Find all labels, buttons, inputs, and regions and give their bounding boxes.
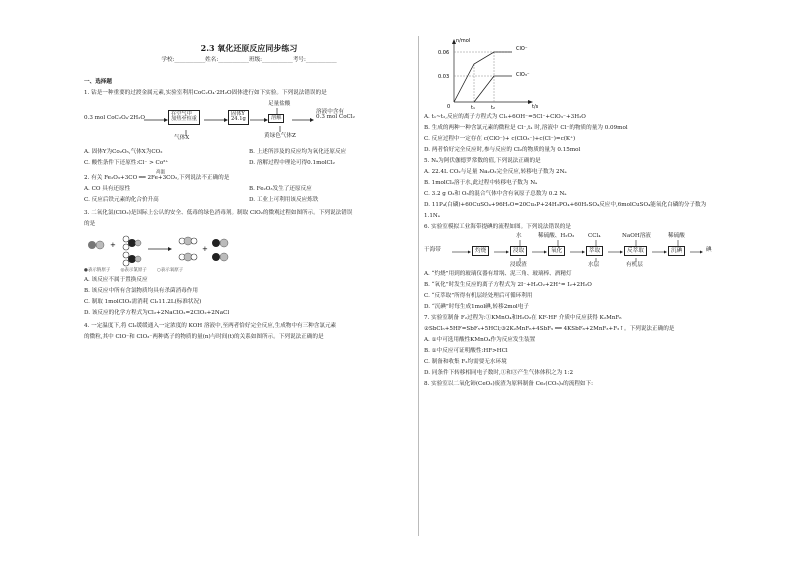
q8-stem: 8. 实验室以二氧化铈(CeO₂)废渣为原料制备 Ce₂(CO₃)₃的流程如下: — [424, 381, 593, 388]
q7-stem-line1: 7. 实验室制备 F₂过程为:①KMnO₄和H₂O₂在 KF-HF 介质中反应获得 K₂MnF₆ — [424, 315, 622, 322]
q1-option-d[interactable]: D. 溶解过程中理论可得0.1molCl₂ — [249, 160, 335, 167]
q1-solution: 溶液中含有 0.3 mol CoCl₂ — [316, 108, 355, 121]
q7-option-d[interactable]: D. 同条件下转移相同电子数时,①和③产生气体体积之为 1:2 — [424, 370, 574, 377]
legend-chlorine: ◎表示氯原子 — [120, 268, 147, 274]
q2-option-b[interactable]: B. Fe₂O₃发生了还原反应 — [249, 186, 312, 193]
graph-t2: t₂ — [491, 105, 495, 110]
q3-stem-line1: 3. 二氧化氯(ClO₂)是国际上公认的安全、低毒的绿色消毒剂。制取 ClO₂的微观过程如图所示。下列说法错误 — [84, 210, 353, 217]
q6-option-a[interactable]: A. “灼烧”用到的玻璃仪器有坩埚、泥三角、玻璃棒、酒精灯 — [424, 271, 572, 278]
q4-option-a[interactable]: A. t₁~t₂,反应的离子方程式为 Cl₂+6OH⁻=5Cl⁻+ClO₃⁻+3H₂O — [424, 114, 586, 121]
q6-top-acid: 稀硫酸 — [668, 232, 685, 239]
q5-option-a[interactable]: A. 22.4L CO₂与足量 Na₂O₂完全反应,转移电子数为 2Nₐ — [424, 169, 567, 176]
q6-flow-diagram — [424, 234, 754, 270]
q4-option-d[interactable]: D. 两者恰好完全反应时,参与反应的 Cl₂的物质的量为 0.15mol — [424, 147, 581, 154]
q1-box-heat: 在空气中 加热至恒重 — [168, 110, 200, 125]
right-column — [424, 36, 754, 391]
q4-stem-line1: 4. 一定温度下,将 Cl₂缓缓通入一定浓度的 KOH 溶液中,至两者恰好完全反应,生成物中有三种含氯元素 — [84, 323, 337, 330]
q3-option-b[interactable]: B. 该反应中所有含氯物质均具有杀菌消毒作用 — [84, 288, 198, 295]
graph-t1: t₁ — [471, 105, 475, 110]
q2-stem — [84, 169, 414, 185]
page-title: 2.3 氧化还原反应同步练习 — [200, 43, 298, 53]
graph-origin: 0 — [447, 104, 451, 110]
q7-option-c[interactable]: C. 制备和收集 F₂均需要无水环境 — [424, 359, 507, 366]
q3-molecule-diagram — [84, 233, 284, 267]
clo-series-line — [454, 52, 512, 102]
q1-flow-diagram — [84, 100, 414, 144]
q6-option-d[interactable]: D. “沉碘”时每生成1mol碘,转移2mol电子 — [424, 304, 529, 311]
q1-flow-start: 0.3 mol CoC₂O₄·2H₂O — [84, 114, 145, 121]
q3-option-c[interactable]: C. 制取 1molClO₂需消耗 Cl₂11.2L(标准状况) — [84, 299, 202, 306]
q2-option-c[interactable]: C. 反应后铁元素的化合价升高 — [84, 197, 159, 204]
q4-option-c[interactable]: C. 反应过程中一定存在 c(ClO⁻)+ c(ClO₃⁻)+c(Cl⁻)=c(K⁺) — [424, 136, 576, 143]
q6-step-oxidize: 氧化 — [548, 246, 565, 256]
clo3-series-line — [474, 76, 512, 102]
graph-series1-label: ClO⁻ — [516, 46, 528, 52]
q4-option-b[interactable]: B. 生成的两种一种含氯元素的微粒是 Cl⁻,t₁ 时,溶液中 Cl⁻的物质的量为 0.09mol — [424, 125, 628, 132]
svg-text:+: + — [202, 244, 208, 253]
q6-bottom-water-layer: 水层 — [588, 261, 600, 268]
q5-stem: 5. Nₐ为阿伏伽德罗常数的值,下列说法正确的是 — [424, 158, 541, 165]
q6-step-precipitate: 沉碘 — [668, 246, 685, 256]
q6-step-extract: 萃取 — [586, 246, 603, 256]
svg-text:+: + — [110, 240, 116, 249]
q2-stem-text: 2. 有关 Fe₂O₃+3CO ══ 2Fe+3CO₂,下列说法不正确的是 — [84, 175, 230, 182]
q1-gas-x: 气体X — [174, 134, 190, 141]
q5-option-d-line1[interactable]: D. 11P₄(白磷)+60CuSO₄+96H₂O=20Cu₃P+24H₃PO₄+60H₂SO₄反应中,6molCuSO₄能氧化白磷的分子数为 — [424, 202, 707, 209]
q7-stem-line2: ②SbCl₅+5HF=SbF₅+5HCl;③2K₂MnF₆+4SbF₅ ══ 4KSbF₆+2MnF₃+F₂↑。下列说法正确的是 — [424, 326, 675, 333]
section-heading: 一、选择题 — [84, 79, 112, 86]
q6-step-back-extract: 反萃取 — [624, 246, 647, 256]
q5-option-c[interactable]: C. 3.2 g O₂和 O₃的混合气体中含有氧原子总数为 0.2 Nₐ — [424, 191, 567, 198]
graph-y1: 0.06 — [438, 50, 450, 56]
q6-step-burn: 灼烧 — [472, 246, 489, 256]
q5-option-b[interactable]: B. 1molCl₂溶于水,此过程中转移电子数为 Nₐ — [424, 180, 538, 187]
graph-xlabel: t/s — [532, 104, 539, 110]
q1-acid: 足量盐酸 — [268, 100, 291, 107]
q2-option-a[interactable]: A. CO 具有还原性 — [84, 186, 131, 193]
q1-stem: 1. 钴是一种重要的过渡金属元素,实验室利用CoC₂O₄·2H₂O固体进行如下实验。下列说法错误的是 — [84, 90, 327, 97]
q7-option-b[interactable]: B. ①中反应可证明酸性:HF>HCl — [424, 348, 508, 355]
q2-option-d[interactable]: D. 工业上可利用该反应炼铁 — [249, 197, 319, 204]
q4-graph — [434, 36, 574, 110]
q4-stem-line2: 的微粒,其中 ClO⁻和 ClO₃⁻两种离子的物质的量(n)与时间(t)的关系如图所示。下列说法正确的是 — [84, 334, 324, 341]
q1-box-solid: 固体Y 24.1g — [228, 110, 249, 125]
q2-condition: 高温 — [156, 169, 165, 175]
q6-bottom-residue: 浸取渣 — [510, 261, 527, 268]
q1-option-b[interactable]: B. 上述所涉及的反应均为氧化还原反应 — [249, 149, 347, 156]
q3-option-a[interactable]: A. 该反应不属于置换反应 — [84, 277, 148, 284]
legend-oxygen: ○表示氧原子 — [156, 268, 184, 274]
graph-ylabel: n/mol — [456, 38, 471, 44]
legend-sodium: ●表示钠原子 — [84, 268, 111, 274]
q3-option-d[interactable]: D. 该反应的化学方程式为Cl₂+2NaClO₂=2ClO₂+2NaCl — [84, 310, 230, 317]
q7-option-a[interactable]: A. ①中可选用酸性KMnO₄作为反应发生装置 — [424, 337, 536, 344]
q1-option-c[interactable]: C. 酸性条件下还原性:Cl⁻ > Co²⁺ — [84, 160, 169, 167]
q6-stem: 6. 实验室模拟工业海带提碘的流程如图。下列说法错误的是 — [424, 224, 571, 231]
graph-y2: 0.03 — [438, 74, 450, 80]
q6-top-water: 水 — [516, 232, 522, 239]
q5-option-d-line2[interactable]: 1.1Nₐ — [424, 213, 440, 220]
q1-box-dissolve: 溶解 — [268, 114, 284, 124]
q6-top-ccl4: CCl₄ — [588, 232, 601, 239]
graph-series2-label: ClO₃⁻ — [516, 72, 530, 78]
left-column — [84, 36, 414, 344]
q1-option-a[interactable]: A. 固体Y为Co₂O₃,气体X为CO₂ — [84, 149, 163, 156]
q6-step-leach: 浸取 — [510, 246, 527, 256]
q6-option-b[interactable]: B. “氧化”时发生反应的离子方程式为 2I⁻+H₂O₂+2H⁺= I₂+2H₂O — [424, 282, 592, 289]
column-divider — [418, 36, 419, 536]
q6-end: 碘 — [706, 246, 712, 253]
q3-legend — [84, 269, 414, 274]
q6-option-c[interactable]: C. “反萃取”所得有机层经处理后可循环利用 — [424, 293, 533, 300]
q3-stem-line2: 的是 — [84, 221, 96, 228]
q6-source: 干海带 — [424, 246, 441, 253]
q6-top-naoh: NaOH溶液 — [622, 232, 651, 239]
q6-bottom-organic-layer: 有机层 — [626, 261, 643, 268]
student-info-line: 学校:___________姓名:___________班级:___________考号:___________ — [161, 57, 337, 63]
q6-top-reagent: 稀硫酸、H₂O₂ — [538, 232, 575, 239]
q1-gas-z: 黄绿色气体Z — [264, 132, 296, 139]
